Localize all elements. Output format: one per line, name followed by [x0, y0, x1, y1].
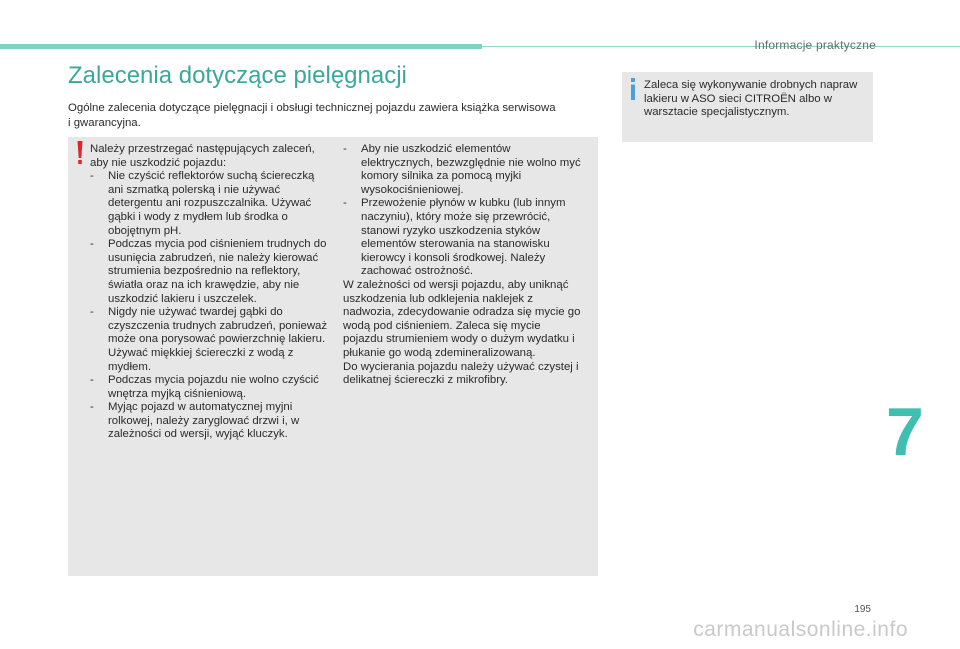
- list-item: - Podczas mycia pod ciśnieniem trudnych do usunięcia zabrudzeń, nie należy kierować strumienia bezpośrednio na reflektory, światła oraz na ich krawędzie, aby nie uszkodzić lakieru i uszczelek.: [90, 238, 328, 306]
- list-item: - Myjąc pojazd w automatycznej myjni rolkowej, należy zaryglować drzwi i, w zależności od wersji, wyjąć kluczyk.: [90, 401, 328, 442]
- warning-paragraph-drying: Do wycierania pojazdu należy używać czystej i delikatnej ściereczki z mikrofibry.: [343, 360, 579, 387]
- page-title: Zalecenia dotyczące pielęgnacji: [68, 62, 407, 89]
- exclamation-icon: [75, 141, 85, 165]
- list-item: - Podczas mycia pojazdu nie wolno czyścić wnętrza myjką ciśnieniową.: [90, 374, 328, 401]
- watermark: carmanualsonline.info: [693, 618, 908, 641]
- list-item: - Nie czyścić reflektorów suchą ściereczką ani szmatką polerską i nie używać detergentu ani rozpuszczalnika. Używać gąbki i wody z mydłem lub środka o obojętnym pH.: [90, 170, 328, 238]
- warning-column-right: [343, 143, 583, 388]
- header-accent-bar: [0, 44, 482, 49]
- list-item: - Aby nie uszkodzić elementów elektrycznych, bezwzględnie nie wolno myć komory silnika za pomocą myjki wysokociśnieniowej.: [343, 143, 583, 197]
- warning-list-left: [90, 170, 328, 442]
- header-rule: [482, 46, 960, 47]
- intro-line-2: i gwarancyjna.: [68, 116, 141, 129]
- warning-list-right: [343, 143, 583, 279]
- chapter-number: 7: [886, 394, 924, 470]
- intro-text: [68, 101, 598, 130]
- info-text: Zaleca się wykonywanie drobnych napraw lakieru w ASO sieci CITROËN albo w warsztacie specjalistycznym.: [644, 79, 858, 119]
- warning-paragraph-stickers: W zależności od wersji pojazdu, aby uniknąć uszkodzenia lub odklejenia naklejek z nadwozia, zdecydowanie odradza się mycie go wodą pod ciśnieniem. Zaleca się mycie pojazdu strumieniem wody o dużym wydatku i płukanie go wodą zdemineralizowaną.: [343, 278, 581, 359]
- list-item: - Nigdy nie używać twardej gąbki do czyszczenia trudnych zabrudzeń, ponieważ może ona porysować powierzchnię lakieru. Używać miękkiej ściereczki z wodą z mydłem.: [90, 306, 328, 374]
- warning-box: [68, 137, 598, 576]
- info-icon: [628, 78, 638, 100]
- info-box: [622, 72, 873, 142]
- section-title: Informacje praktyczne: [754, 38, 876, 52]
- intro-line-1: Ogólne zalecenia dotyczące pielęgnacji i obsługi technicznej pojazdu zawiera książka serwisowa: [68, 102, 556, 114]
- warning-column-left: [90, 143, 328, 442]
- list-item: - Przewożenie płynów w kubku (lub innym naczyniu), który może się przewrócić, stanowi ryzyko uszkodzenia styków elementów sterowania na stanowisku kierowcy i konsoli środkowej. Należy zachować ostrożność.: [343, 197, 583, 279]
- page-number: 195: [854, 604, 871, 615]
- warning-lead: Należy przestrzegać następujących zaleceń, aby nie uszkodzić pojazdu:: [90, 143, 315, 169]
